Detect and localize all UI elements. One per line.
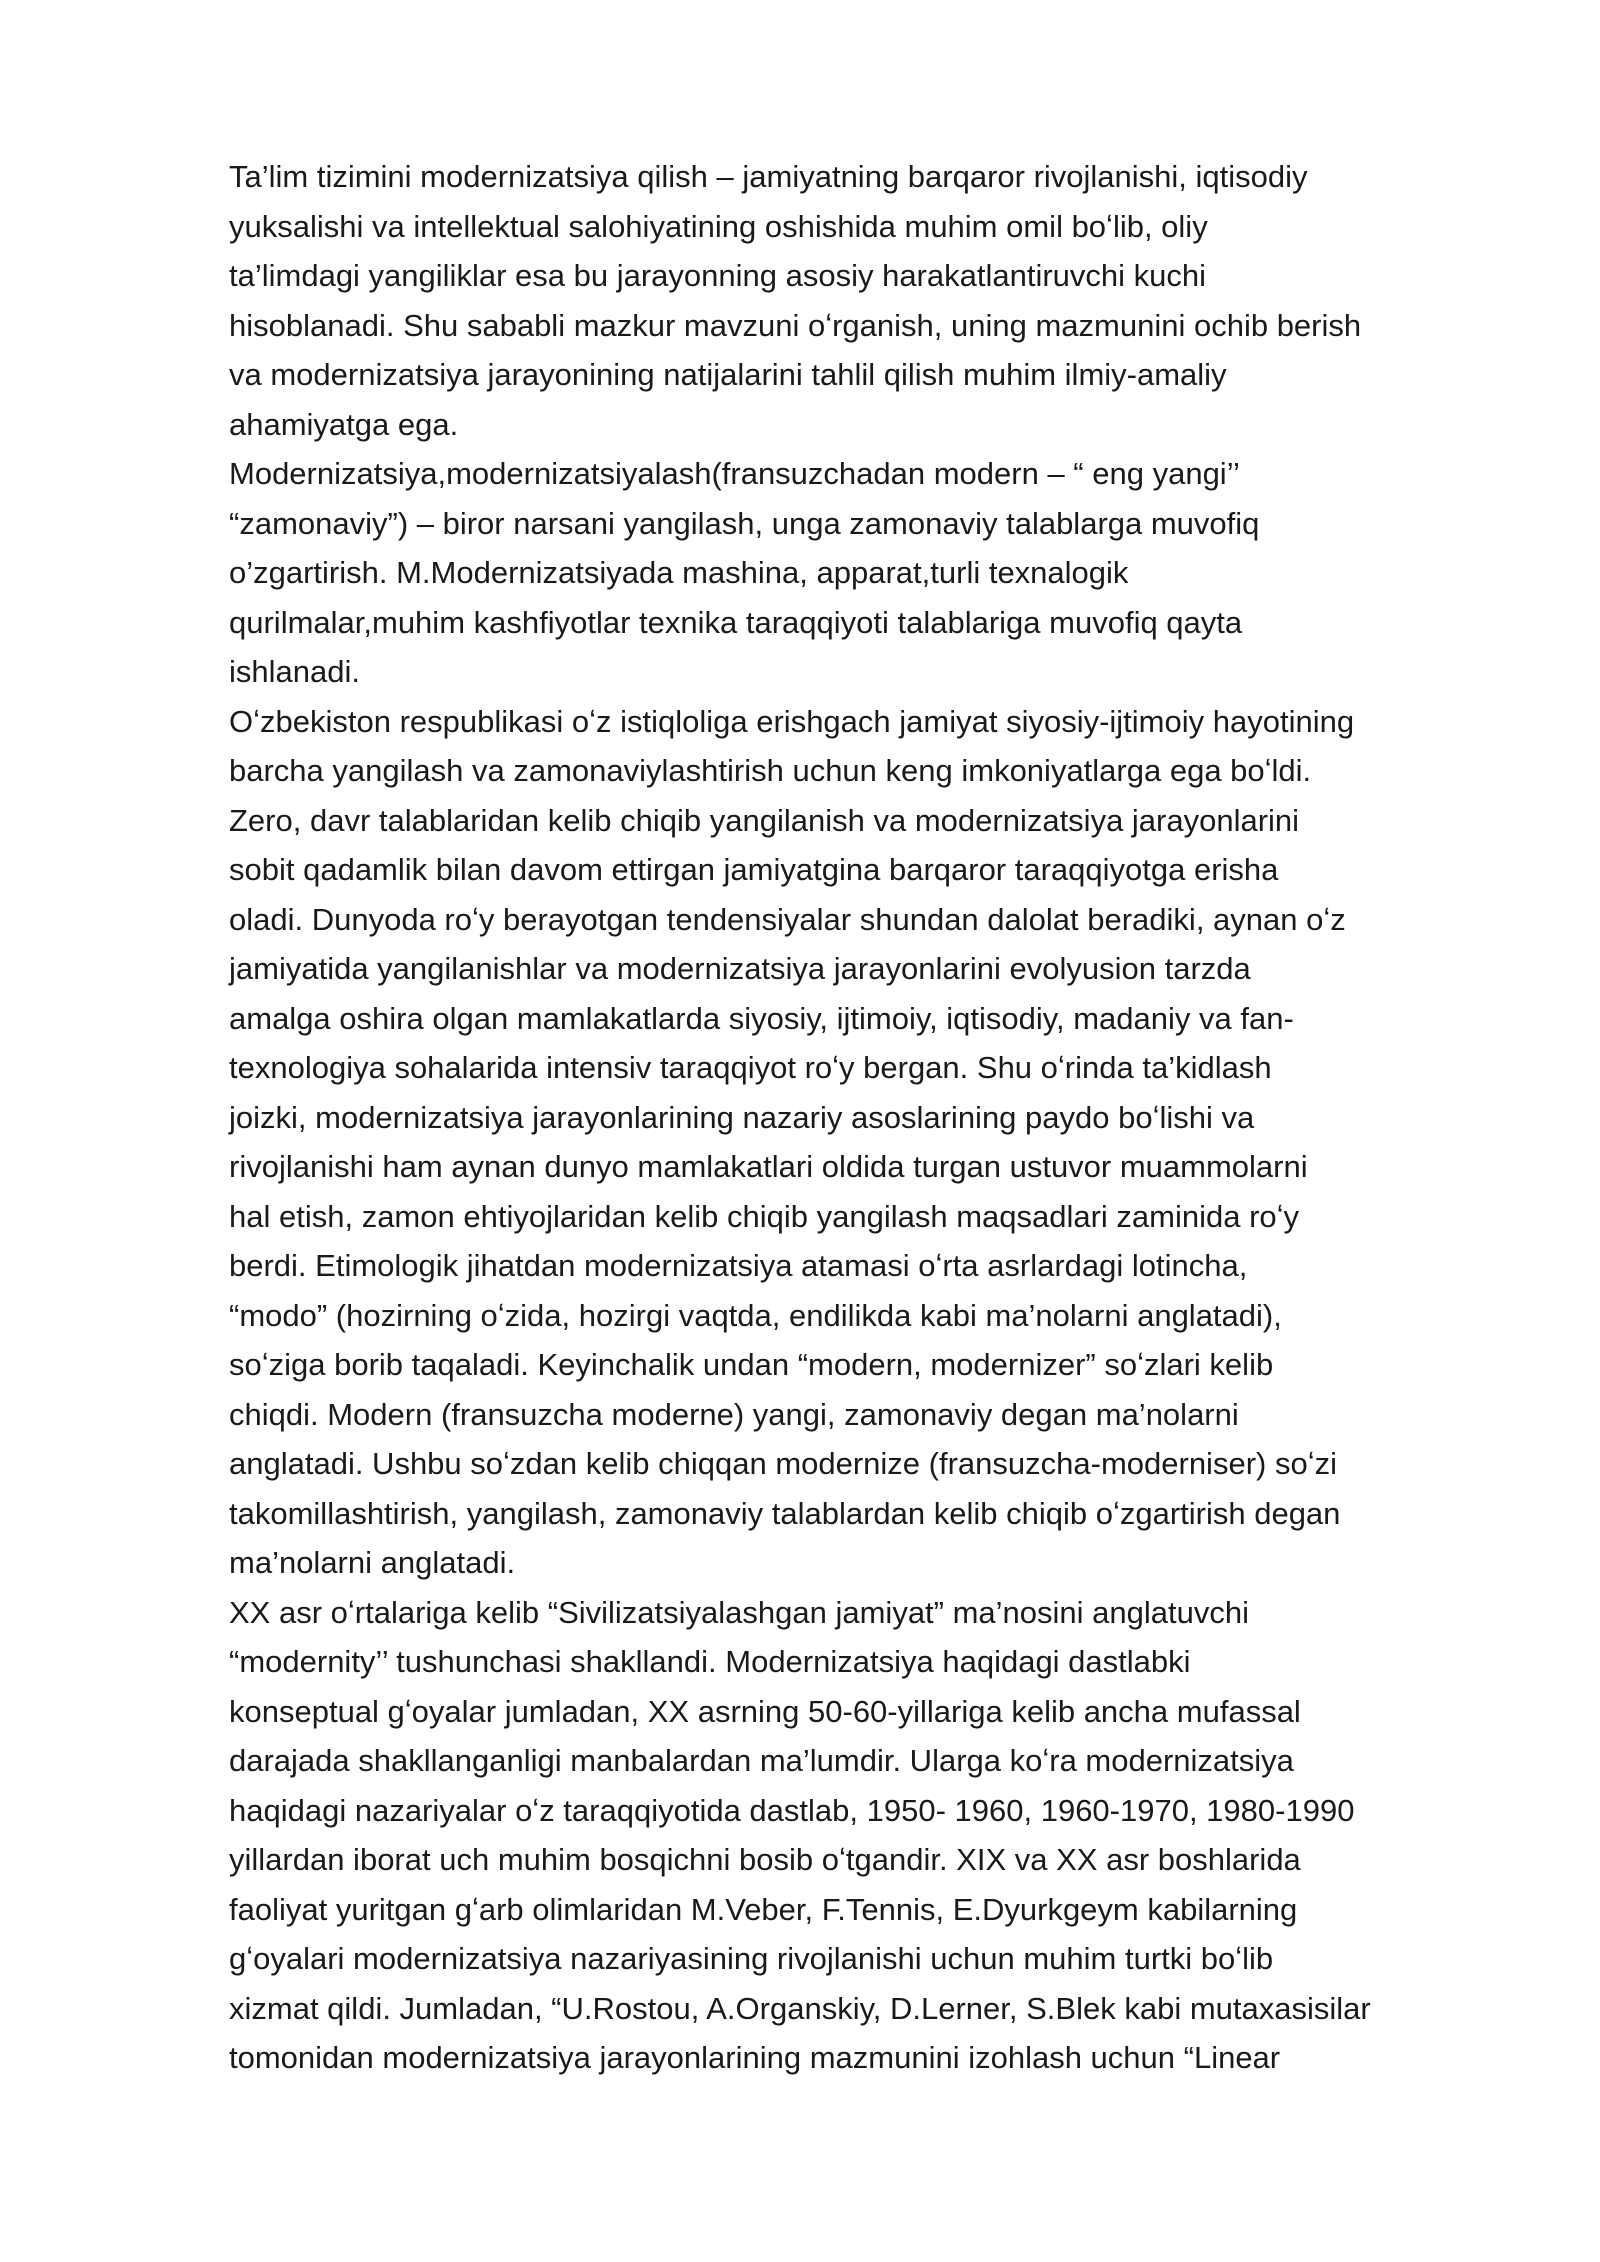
paragraph-uzbekistan: Oʻzbekiston respublikasi oʻz istiqloliga erishgach jamiyat siyosiy-ijtimoiy hayotining barcha yangilash va zamonaviylashtirish uchun keng imkoniyatlarga ega boʻldi. Zero, davr talablaridan kelib chiqib yangilanish va modernizatsiya jarayonlarini sobit qadamlik bilan davom ettirgan jamiyatgina barqaror taraqqiyotga erisha oladi. Dunyoda roʻy berayotgan tendensiyalar shundan dalolat beradiki, aynan oʻz jamiyatida yangilanishlar va modernizatsiya jarayonlarini evolyusion tarzda amalga oshira olgan mamlakatlarda siyosiy, ijtimoiy, iqtisodiy, madaniy va fan- texnologiya sohalarida intensiv taraqqiyot roʻy bergan. Shu oʻrinda ta’kidlash joizki, modernizatsiya jarayonlarining nazariy asoslarining paydo boʻlishi va rivojlanishi ham aynan dunyo mamlakatlari oldida turgan ustuvor muammolarni hal etish, zamon ehtiyojlaridan kelib chiqib yangilash maqsadlari zaminida roʻy berdi. Etimologik jihatdan modernizatsiya atamasi oʻrta asrlardagi lotincha, “modo” (hozirning oʻzida, hozirgi vaqtda, endilikda kabi ma’nolarni anglatadi), soʻziga borib taqaladi. Keyinchalik undan “modern, modernizer” soʻzlari kelib chiqdi. Modern (fransuzcha moderne) yangi, zamonaviy degan ma’nolarni anglatadi. Ushbu soʻzdan kelib chiqqan modernize (fransuzcha-moderniser) soʻzi takomillashtirish, yangilash, zamonaviy talablardan kelib chiqib oʻzgartirish degan ma’nolarni anglatadi. <box>229 703 1355 1580</box>
paragraph-intro: Ta’lim tizimini modernizatsiya qilish – jamiyatning barqaror rivojlanishi, iqtisodiy yuksalishi va intellektual salohiyatining oshishida muhim omil boʻlib, oliy ta’limdagi yangiliklar esa bu jarayonning asosiy harakatlantiruvchi kuchi hisoblanadi. Shu sababli mazkur mavzuni oʻrganish, uning mazmunini ochib berish va modernizatsiya jarayonining natijalarini tahlil qilish muhim ilmiy-amaliy ahamiyatga ega. <box>229 159 1362 442</box>
paragraph-definition: Modernizatsiya,modernizatsiyalash(fransuzchadan modern – “ eng yangi’’ “zamonaviy”) – biror narsani yangilash, unga zamonaviy talablarga muvofiq o’zgartirish. M.Modernizatsiyada mashina, apparat,turli texnalogik qurilmalar,muhim kashfiyotlar texnika taraqqiyoti talablariga muvofiq qayta ishlanadi. <box>229 456 1260 689</box>
document-page <box>229 152 1494 2083</box>
paragraph-xx-century: XX asr oʻrtalariga kelib “Sivilizatsiyalashgan jamiyat” ma’nosini anglatuvchi “modernity’’ tushunchasi shakllandi. Modernizatsiya haqidagi dastlabki konseptual gʻoyalar jumladan, XX asrning 50-60-yillariga kelib ancha mufassal darajada shakllanganligi manbalardan ma’lumdir. Ularga koʻra modernizatsiya haqidagi nazariyalar oʻz taraqqiyotida dastlab, 1950- 1960, 1960-1970, 1980-1990 yillardan iborat uch muhim bosqichni bosib oʻtgandir. XIX va XX asr boshlarida faoliyat yuritgan gʻarb olimlaridan M.Veber, F.Tennis, E.Dyurkgeym kabilarning gʻoyalari modernizatsiya nazariyasining rivojlanishi uchun muhim turtki boʻlib xizmat qildi. Jumladan, “U.Rostou, A.Organskiy, D.Lerner, S.Blek kabi mutaxasisilar tomonidan modernizatsiya jarayonlarining mazmunini izohlash uchun “Linear <box>229 1594 1371 2075</box>
